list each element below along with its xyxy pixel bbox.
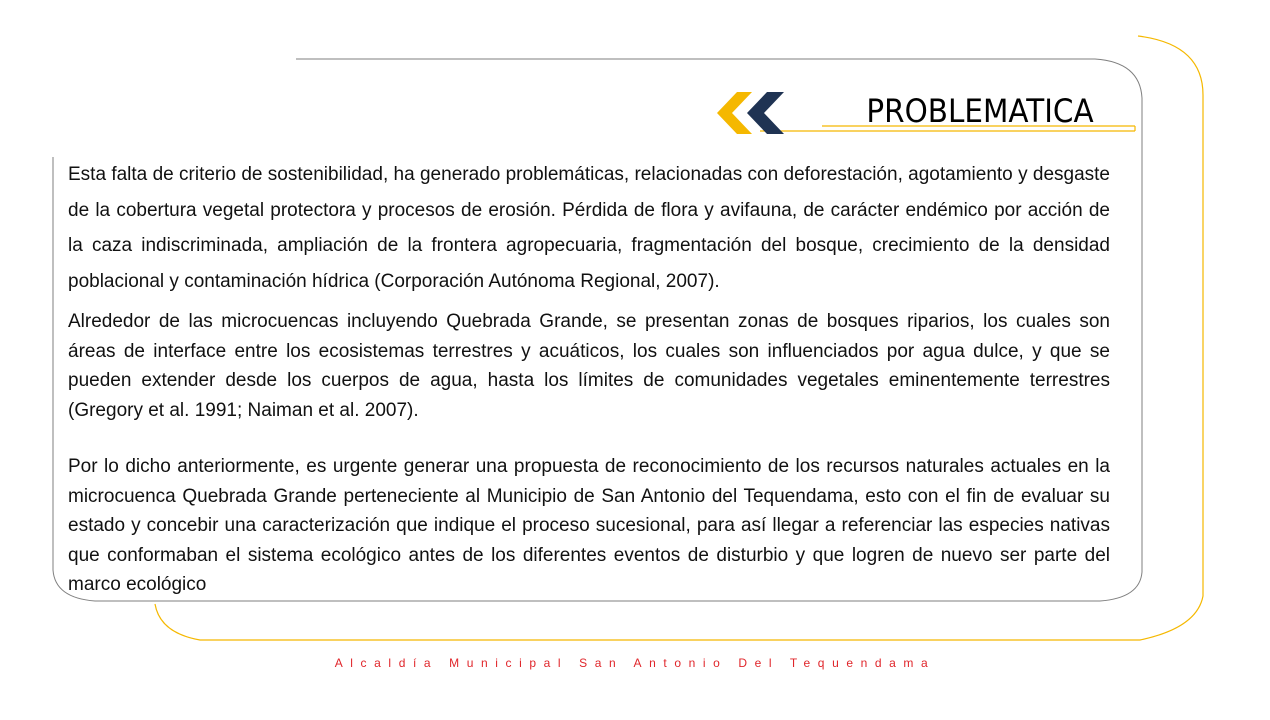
footer-municipality: Alcaldía Municipal San Antonio Del Tequendama [334,656,936,670]
paragraph-microcuencas: Alrededor de las microcuencas incluyendo Quebrada Grande, se presentan zonas de bosques riparios, los cuales son áreas de interface entre los ecosistemas terrestres y acuáticos, los cuales son influenciados por agua dulce, y que se pueden extender desde los cuerpos de agua, hasta los límites de comunidades vegetales eminentemente terrestres (Gregory et al. 1991; Naiman et al. 2007). [68,311,1110,421]
paragraph-proposal: Por lo dicho anteriormente, es urgente generar una propuesta de reconocimiento de los recursos naturales actuales en la microcuenca Quebrada Grande perteneciente al Municipio de San Antonio del Tequendama, esto con el fin de evaluar su estado y concebir una caracterización que indique el proceso sucesional, para así llegar a referenciar las especies nativas que conformaban el sistema ecológico antes de los diferentes eventos de disturbio y que logren de nuevo ser parte del marco ecológico [68,456,1110,595]
chevron-left-navy-icon [747,92,784,134]
slide-title: PROBLEMATICA [866,92,1094,130]
chevron-left-yellow-icon [717,92,752,134]
paragraph-problem: Esta falta de criterio de sostenibilidad, ha generado problemáticas, relacionadas con deforestación, agotamiento y desgaste de la cobertura vegetal protectora y procesos de erosión. Pérdida de flora y avifauna, de carácter endémico por acción de la caza indiscriminada, ampliación de la frontera agropecuaria, fragmentación del bosque, crecimiento de la densidad poblacional y contaminación hídrica (Corporación Autónoma Regional, 2007). [68,164,1110,292]
slide-body [68,157,1110,600]
